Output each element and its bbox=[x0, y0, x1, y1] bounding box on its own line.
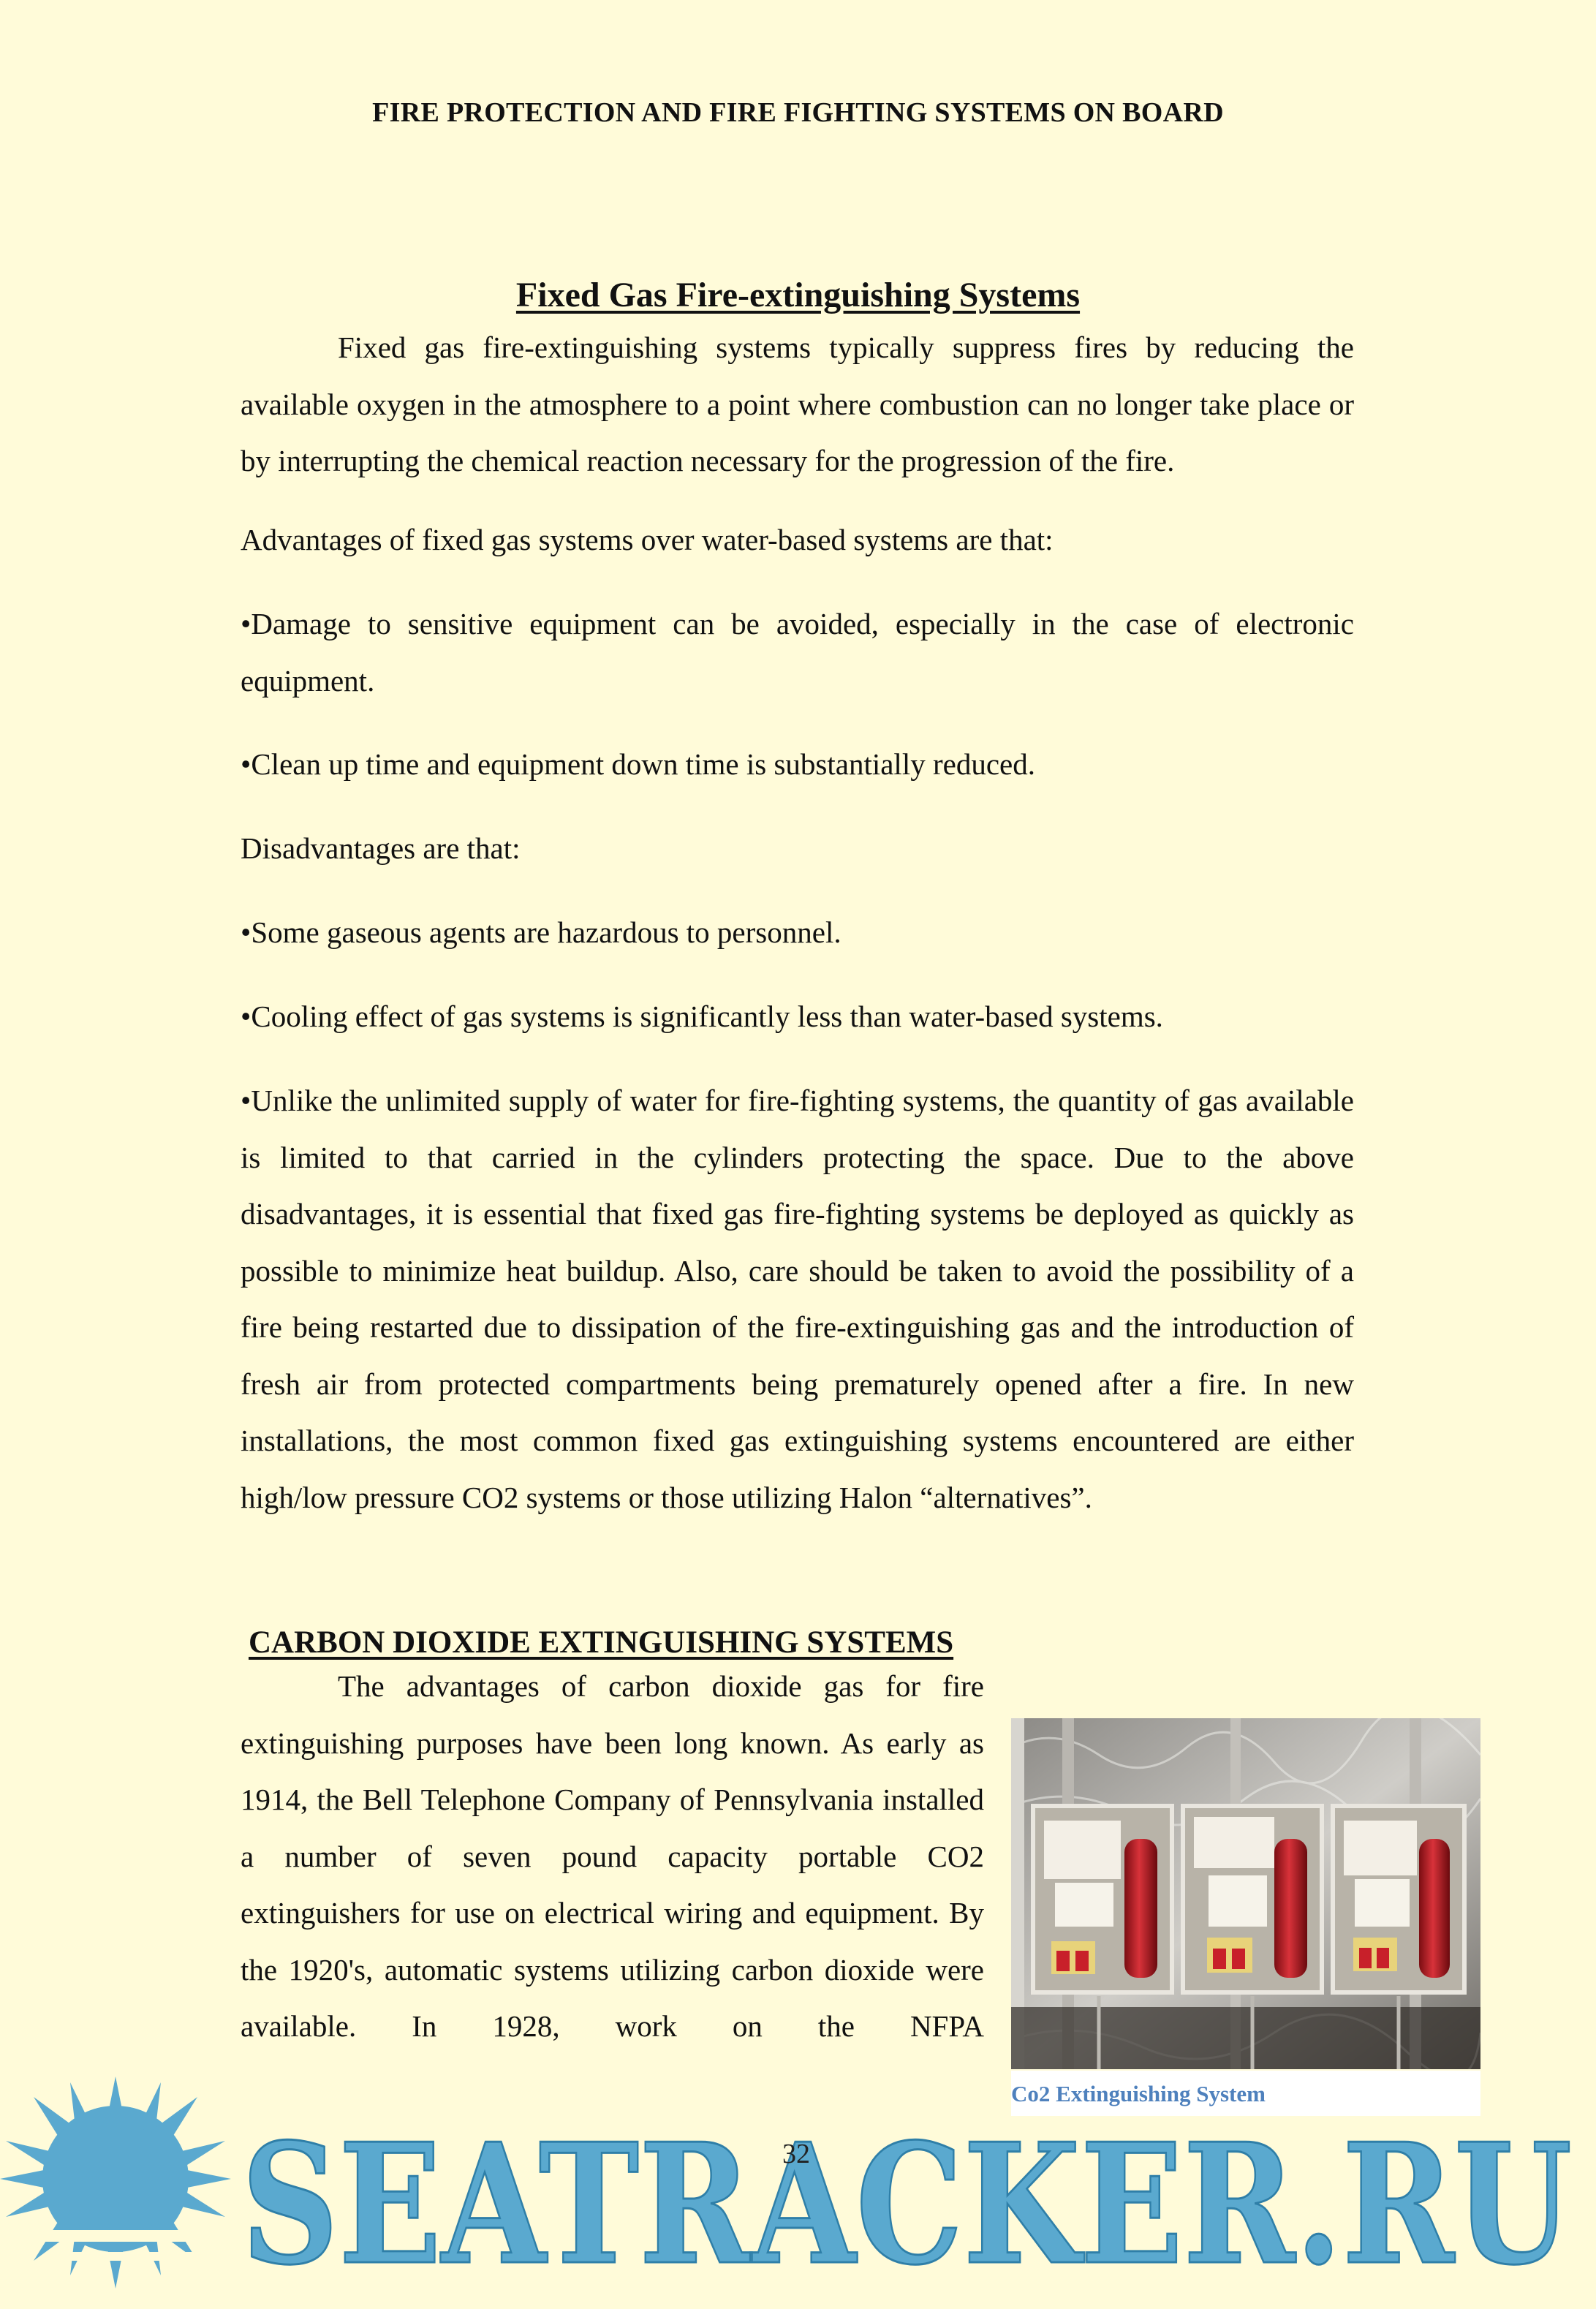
co2-body: The advantages of carbon dioxide gas for fire extinguishing purposes have been long known. As early as 1914, the Bell Telephone Company of Pennsylvania installed a number of seven pound capacity portable CO2 extinguishers for use on electrical wiring and equipment. By the 1920's, automatic systems utilizing carbon dioxide were available. In 1928, work on the NFPA bbox=[241, 1669, 984, 2043]
co2-system-photo bbox=[1011, 1718, 1480, 2069]
cabinet-middle bbox=[1183, 1806, 1322, 1992]
seatracker-watermark bbox=[0, 2076, 1596, 2309]
disadvantage-item: •Cooling effect of gas systems is significantly less than water-based systems. bbox=[241, 999, 1163, 1033]
intro-paragraph: Fixed gas fire-extinguishing systems typically suppress fires by reducing the available oxygen in the atmosphere to a point where combustion can no longer take place or by interrupting the chemical reaction necessary for the progression of the fire. bbox=[241, 330, 1354, 477]
disadvantage-item: •Some gaseous agents are hazardous to personnel. bbox=[241, 915, 842, 949]
figure-caption: Co2 Extinguishing System bbox=[1011, 2081, 1266, 2106]
section-title-co2: CARBON DIOXIDE EXTINGUISHING SYSTEMS bbox=[249, 1625, 954, 1660]
page-number: 32 bbox=[782, 2139, 810, 2169]
disadvantage-item: •Unlike the unlimited supply of water for fire-fighting systems, the quantity of gas available is limited to that carried in the cylinders protecting the space. Due to the above disadvantages, it is essential that fixed gas fire-fighting systems be deployed as quickly as possible to minimize heat buildup. Also, care should be taken to avoid the possibility of a fire being restarted due to dissipation of the fire-extinguishing gas and the introduction of fresh air from protected compartments being prematurely opened after a fire. In new installations, the most common fixed gas extinguishing systems encountered are either high/low pressure CO2 systems or those utilizing Halon “alternatives”. bbox=[241, 1084, 1354, 1514]
disadvantages-lead: Disadvantages are that: bbox=[241, 831, 521, 865]
watermark-text: SEATRACKER.RU bbox=[241, 2108, 1572, 2302]
advantage-item: •Damage to sensitive equipment can be avoided, especially in the case of electronic equipment. bbox=[241, 607, 1354, 698]
cabinet-right bbox=[1333, 1806, 1464, 1992]
advantages-lead: Advantages of fixed gas systems over water-based systems are that: bbox=[241, 523, 1054, 556]
co2-cabinets-illustration bbox=[1011, 1718, 1480, 2069]
cabinet-left bbox=[1033, 1806, 1172, 1992]
section-title-fixed-gas: Fixed Gas Fire-extinguishing Systems bbox=[515, 276, 1081, 314]
advantage-item: •Clean up time and equipment down time is substantially reduced. bbox=[241, 747, 1035, 781]
running-header: FIRE PROTECTION AND FIRE FIGHTING SYSTEMS ON BOARD bbox=[372, 97, 1224, 128]
co2-paragraph bbox=[241, 1658, 984, 2055]
